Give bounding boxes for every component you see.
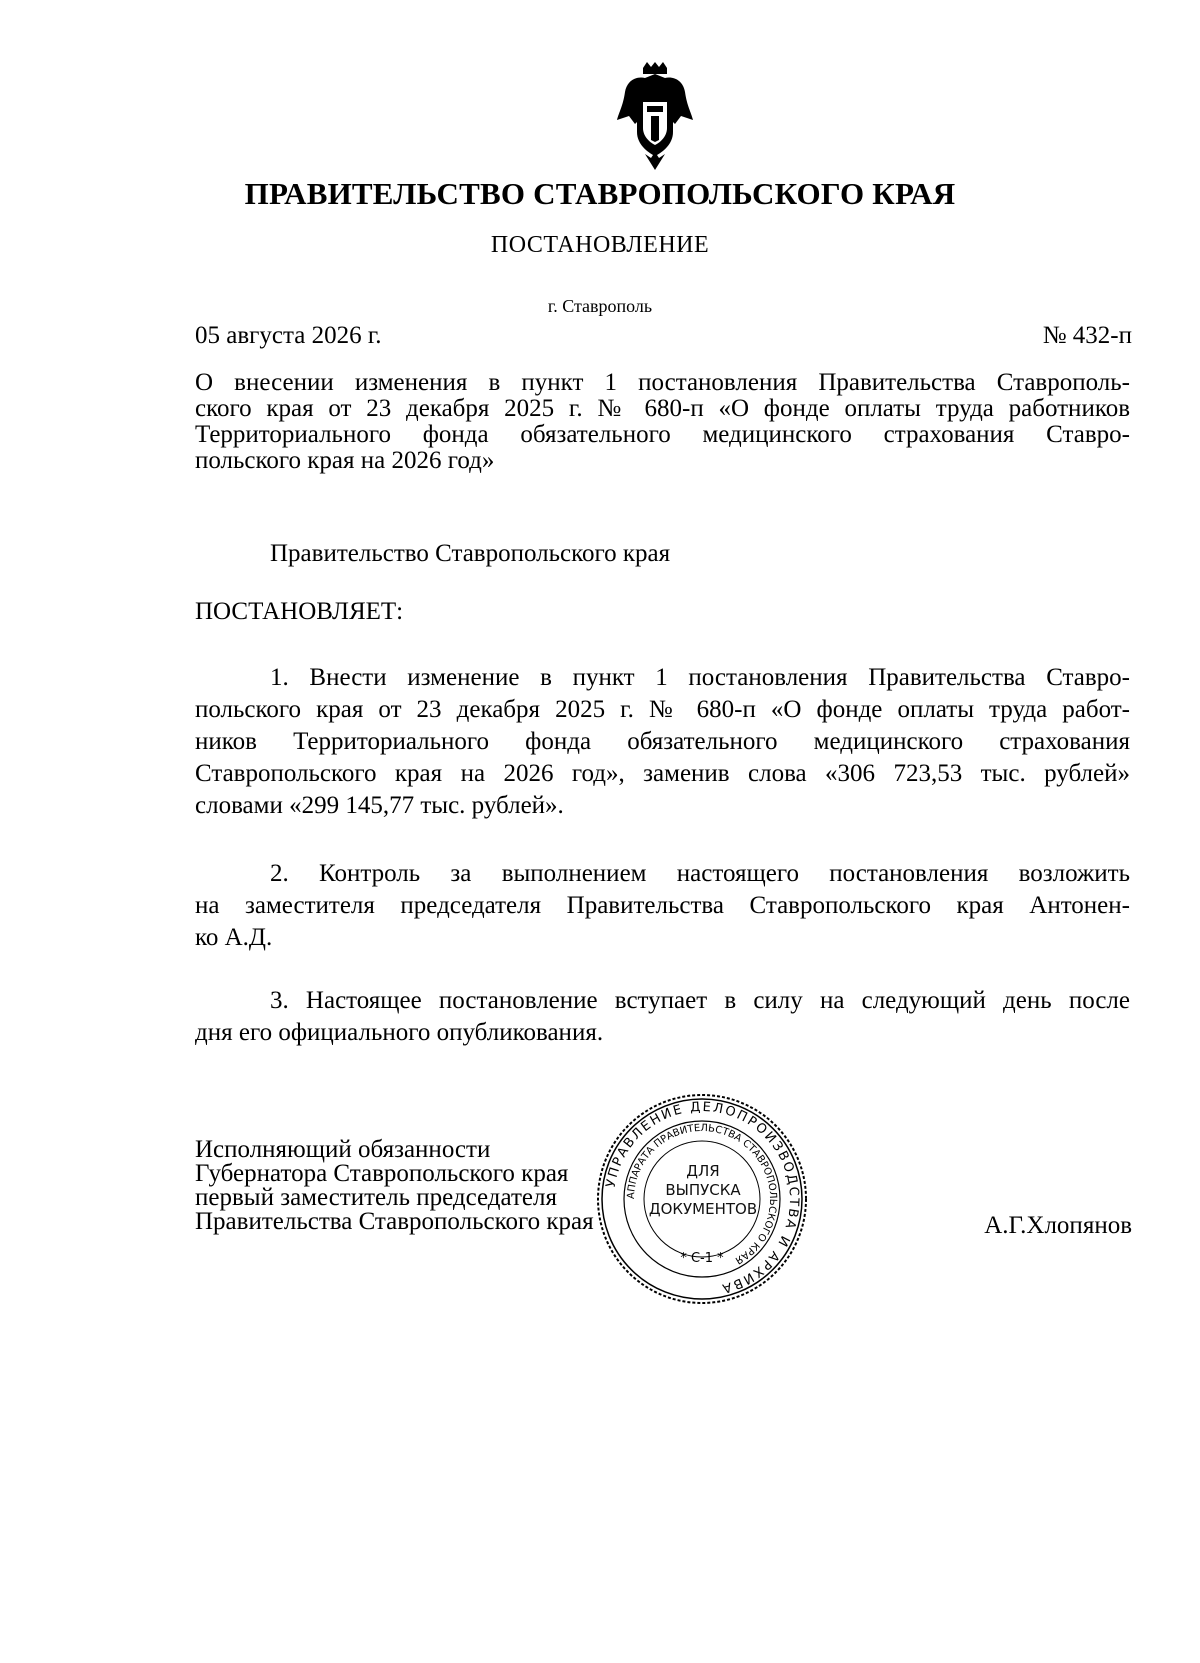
stamp-center-line: ДОКУМЕНТОВ (648, 1200, 758, 1218)
signer-position (195, 1138, 594, 1234)
subject-line: ского края от 23 декабря 2025 г. № 680-п «О фонде оплаты труда работников (195, 395, 1130, 422)
paragraph-line: ко А.Д. (195, 924, 273, 951)
document-date: 05 августа 2026 г. (195, 322, 382, 349)
subject-line: Территориального фонда обязательного медицинского страхования Ставро- (195, 421, 1130, 448)
signer-name: А.Г.Хлопянов (984, 1212, 1132, 1239)
paragraph-line: 3. Настоящее постановление вступает в силу на следующий день после (270, 987, 1130, 1014)
signer-position-line: Исполняющий обязанности (195, 1136, 491, 1163)
subject-line: польского края на 2026 год» (195, 447, 495, 474)
paragraph-line: 2. Контроль за выполнением настоящего постановления возложить (270, 860, 1130, 887)
signer-position-line: первый заместитель председателя (195, 1184, 557, 1211)
paragraph-2 (195, 858, 1130, 954)
subject-line: О внесении изменения в пункт 1 постановления Правительства Ставрополь- (195, 369, 1130, 396)
coat-of-arms-emblem (615, 62, 695, 170)
paragraph-line: на заместителя председателя Правительства Ставропольского края Антонен- (195, 892, 1130, 919)
paragraph-3 (195, 985, 1130, 1049)
stamp-center-line: ВЫПУСКА (665, 1181, 741, 1199)
paragraph-line: словами «299 145,77 тыс. рублей». (195, 792, 564, 819)
preamble-decree: ПОСТАНОВЛЯЕТ: (195, 598, 404, 625)
paragraph-line: польского края от 23 декабря 2025 г. № 680-п «О фонде оплаты труда работ- (195, 696, 1130, 723)
svg-text:* С-1 *: * С-1 * (680, 1251, 724, 1266)
preamble-government: Правительство Ставропольского края (270, 540, 671, 567)
paragraph-1 (195, 662, 1130, 822)
svg-text:УПРАВЛЕНИЕ ДЕЛОПРОИЗВОДСТВА И: УПРАВЛЕНИЕ ДЕЛОПРОИЗВОДСТВА И АРХИВА (603, 1099, 802, 1296)
paragraph-line: Ставропольского края на 2026 год», заменив слова «306 723,53 тыс. рублей» (195, 760, 1130, 787)
paragraph-line: дня его официального опубликования. (195, 1019, 604, 1046)
signer-position-line: Губернатора Ставропольского края (195, 1160, 569, 1187)
document-type: ПОСТАНОВЛЕНИЕ (490, 232, 710, 258)
paragraph-line: 1. Внести изменение в пункт 1 постановления Правительства Ставро- (270, 664, 1130, 691)
signer-position-line: Правительства Ставропольского края (195, 1208, 594, 1235)
stamp-center-text (645, 1162, 761, 1219)
paragraph-line: ников Территориального фонда обязательного медицинского страхования (195, 728, 1130, 755)
organization-title: ПРАВИТЕЛЬСТВО СТАВРОПОЛЬСКОГО КРАЯ (244, 176, 956, 211)
document-number: № 432-п (1042, 322, 1132, 349)
document-subject (195, 370, 1130, 474)
city: г. Ставрополь (547, 296, 653, 316)
stamp-center-line: ДЛЯ (686, 1162, 720, 1180)
svg-text:АППАРАТА ПРАВИТЕЛЬСТВА СТАВРОП: АППАРАТА ПРАВИТЕЛЬСТВА СТАВРОПОЛЬСКОГО КРАЯ (625, 1122, 779, 1266)
